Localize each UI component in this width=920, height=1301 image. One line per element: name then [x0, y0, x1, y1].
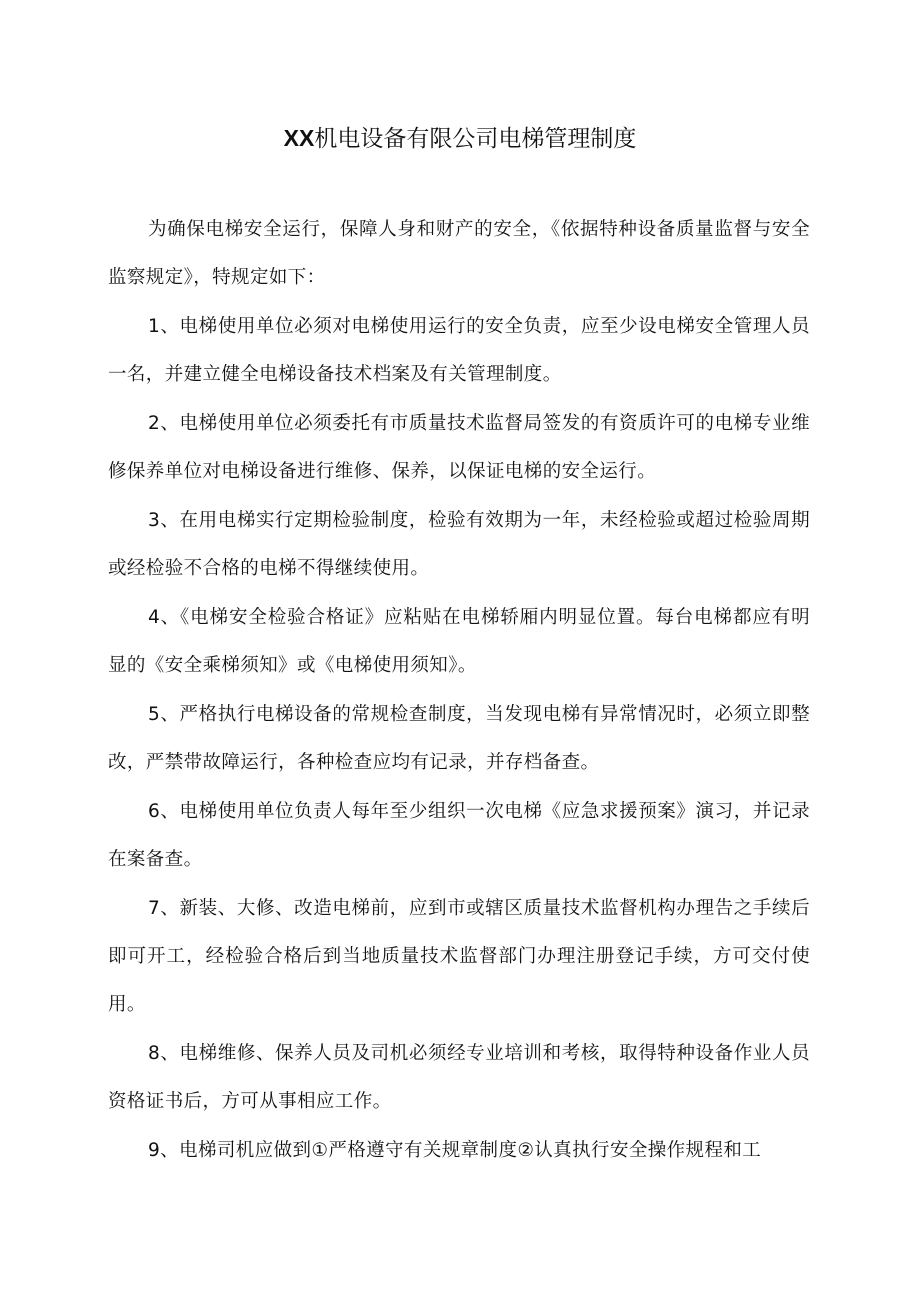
- paragraph-item-6: 6、电梯使用单位负责人每年至少组织一次电梯《应急求援预案》演习，并记录在案备查。: [108, 801, 810, 870]
- paragraph-item-3: 3、在用电梯实行定期检验制度，检验有效期为一年，未经检验或超过检验周期或经检验不合格的电梯不得继续使用。: [108, 510, 810, 579]
- paragraph-intro: 为确保电梯安全运行，保障人身和财产的安全，《依据特种设备质量监督与安全监察规定》，特规定如下：: [108, 219, 810, 288]
- document-body: [108, 206, 810, 1176]
- paragraph-item-1: 1、电梯使用单位必须对电梯使用运行的安全负责，应至少设电梯安全管理人员一名，并建立健全电梯设备技术档案及有关管理制度。: [108, 316, 810, 385]
- paragraph-item-4: 4、《电梯安全检验合格证》应粘贴在电梯轿厢内明显位置。每台电梯都应有明显的《安全乘梯须知》或《电梯使用须知》。: [108, 607, 810, 676]
- title-prefix: XX: [283, 125, 315, 151]
- paragraph-item-5: 5、严格执行电梯设备的常规检查制度，当发现电梯有异常情况时，必须立即整改，严禁带故障运行，各种检查应均有记录，并存档备查。: [108, 704, 810, 773]
- paragraph-item-7: 7、新装、大修、改造电梯前，应到市或辖区质量技术监督机构办理告之手续后即可开工，经检验合格后到当地质量技术监督部门办理注册登记手续，方可交付使用。: [108, 898, 810, 1015]
- paragraph-item-8: 8、电梯维修、保养人员及司机必须经专业培训和考核，取得特种设备作业人员资格证书后，方可从事相应工作。: [108, 1043, 810, 1112]
- paragraph-item-2: 2、电梯使用单位必须委托有市质量技术监督局签发的有资质许可的电梯专业维修保养单位对电梯设备进行维修、保养，以保证电梯的安全运行。: [108, 413, 810, 482]
- document-title: [0, 118, 920, 159]
- title-text: 机电设备有限公司电梯管理制度: [314, 126, 637, 152]
- paragraph-item-9: 9、电梯司机应做到①严格遵守有关规章制度②认真执行安全操作规程和工: [148, 1140, 762, 1161]
